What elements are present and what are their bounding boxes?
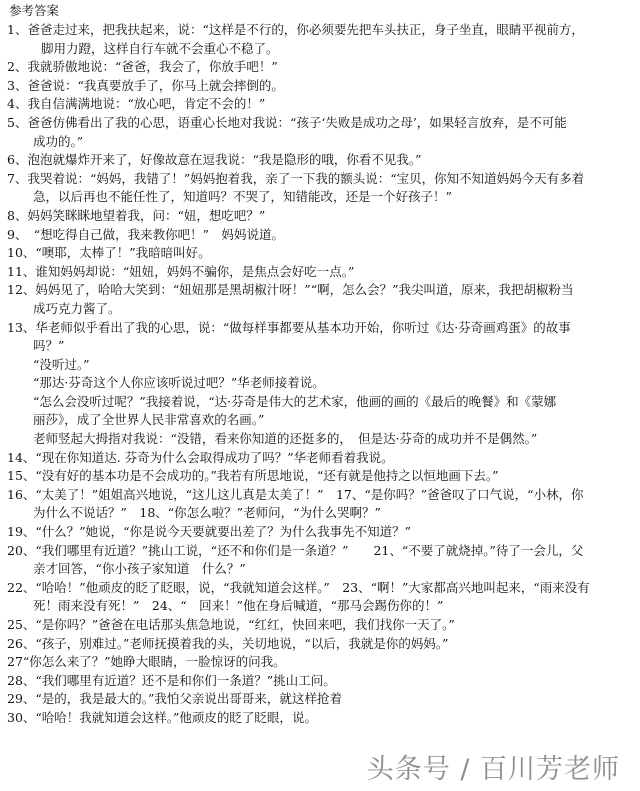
answer-line-28: 28、“我们哪里有近道？还不是和你们一条道？”挑山工问。 [7, 672, 336, 688]
answer-line-10: 10、“噢耶，太棒了！”我暗暗叫好。 [7, 245, 211, 261]
answer-line-11: 11、谁知妈妈却说：“妞妞，妈妈不骗你，是焦点会好吃一点。” [7, 263, 355, 279]
dialogue-line: 老师竖起大拇指对我说：“没错，看来你知道的还挺多的， 但是达·芬奇的成功并不是偶然。” [33, 431, 538, 447]
answer-line-27: 27“你怎么来了？”她睁大眼睛，一脸惊讶的问我。 [7, 654, 286, 670]
answer-line-22: 22、“哈哈！”他顽皮的眨了眨眼，说，“我就知道会这样。” 23、“啊！”大家都高兴地叫起来，“雨来没有 [7, 579, 590, 595]
answer-line-7-cont: 急，以后再也不能任性了，知道吗？不哭了，知错能改，还是一个好孩子！” [33, 189, 452, 205]
answer-line-14: 14、“现在你知道达. 芬奇为什么会取得成功了吗？”华老师看着我说。 [7, 449, 394, 465]
watermark [367, 747, 620, 785]
answer-line-5: 5、爸爸仿佛看出了我的心思，语重心长地对我说：“孩子‘失败是成功之母’，如果轻言放弃，是不可能 [7, 114, 567, 130]
answer-line-8: 8、妈妈笑眯眯地望着我，问：“妞，想吃吧？” [7, 207, 266, 223]
answer-line-9: 9、 “想吃得自己做，我来教你吧！” 妈妈说道。 [7, 226, 284, 242]
answer-line-13: 13、华老师似乎看出了我的心思，说：“做每样事都要从基本功开始，你听过《达·芬奇画鸡蛋》的故事 [7, 319, 571, 335]
answer-line-25: 25、“是你吗？”爸爸在电话那头焦急地说，“红红，快回来吧，我们找你一天了。” [7, 617, 455, 632]
answer-line-30: 30、“哈哈！我就知道会这样。”他顽皮的眨了眨眼，说。 [7, 709, 317, 725]
answer-line-15: 15、“没有好的基本功是不会成功的。”我若有所思地说，“还有就是他持之以恒地画下去。” [7, 468, 499, 484]
answer-line-19: 19、“什么？”她说，“你是说今天要就要出差了？为什么我事先不知道？” [7, 524, 411, 540]
dialogue-line: “那达·芬奇这个人你应该听说过吧？”华老师接着说。 [33, 375, 325, 391]
answer-line-16-cont: 为什么不说话？” 18、“你怎么啦？”老师问，“为什么哭啊？” [33, 505, 381, 521]
answer-line-20-cont: 亲才回答，“你小孩子家知道 什么？” [33, 561, 246, 577]
answer-line-1: 1、爸爸走过来，把我扶起来，说：“这样是不行的，你必须要先把车头扶正，身子坐直，眼睛平视前方， [7, 22, 584, 37]
answer-line-16: 16、“太美了！”姐姐高兴地说，“这儿这儿真是太美了！” 17、“是你吗？”爸爸叹了口气说，“小林，你 [7, 486, 584, 502]
answer-line-6: 6、泡泡就爆炸开来了，好像故意在逗我说：“我是隐形的哦，你看不见我。” [7, 152, 422, 168]
answer-line-3: 3、爸爸说：“我真要放手了，你马上就会摔倒的。 [7, 77, 284, 93]
document-title: 参考答案 [9, 3, 60, 18]
answer-line-1-cont: 脚用力蹬，这样自行车就不会重心不稳了。 [41, 40, 279, 56]
answer-line-20: 20、“我们哪里有近道？”挑山工说，“还不和你们是一条道？” 21、“不要了就烧掉。”待了一会儿，父 [7, 542, 584, 558]
answer-line-4: 4、我自信满满地说：“放心吧，肯定不会的！” [7, 96, 266, 112]
answer-line-7: 7、我哭着说：“妈妈，我错了！”妈妈抱着我，亲了一下我的额头说：“宝贝，你知不知道妈妈今天有多着 [7, 170, 585, 186]
answer-line-29: 29、“是的，我是最大的。”我怕父亲说出哥哥来，就这样抢着 [7, 691, 342, 707]
answer-line-12-cont: 成巧克力酱了。 [33, 300, 121, 316]
dialogue-line: “怎么会没听过呢？”我接着说，“达·芬奇是伟大的艺术家，他画的画的《最后的晚餐》和《蒙娜 [33, 393, 557, 409]
answer-line-22-cont: 死！雨来没有死！” 24、“ 回来！”他在身后喊道，“那马会踢伤你的！” [33, 598, 444, 614]
answer-line-2: 2、我就骄傲地说：“爸爸，我会了，你放手吧！” [7, 59, 278, 75]
dialogue-line: “没听过。” [33, 356, 90, 372]
answer-line-26: 26、“孩子，别难过。”老师抚摸着我的头，关切地说，“以后，我就是你的妈妈。” [7, 635, 449, 651]
watermark-text: 头条号 / 百川芳老师 [366, 753, 620, 785]
dialogue-line-cont: 丽莎》，成了全世界人民非常喜欢的名画。” [33, 412, 265, 428]
answer-line-12: 12、妈妈见了，哈哈大笑到：“妞妞那是黑胡椒汁呀！”“啊，怎么会？”我尖叫道，原来，我把胡椒粉当 [7, 282, 574, 298]
answer-line-5-cont: 成功的。” [33, 133, 84, 149]
answer-line-13-cont: 吗？” [33, 338, 65, 354]
